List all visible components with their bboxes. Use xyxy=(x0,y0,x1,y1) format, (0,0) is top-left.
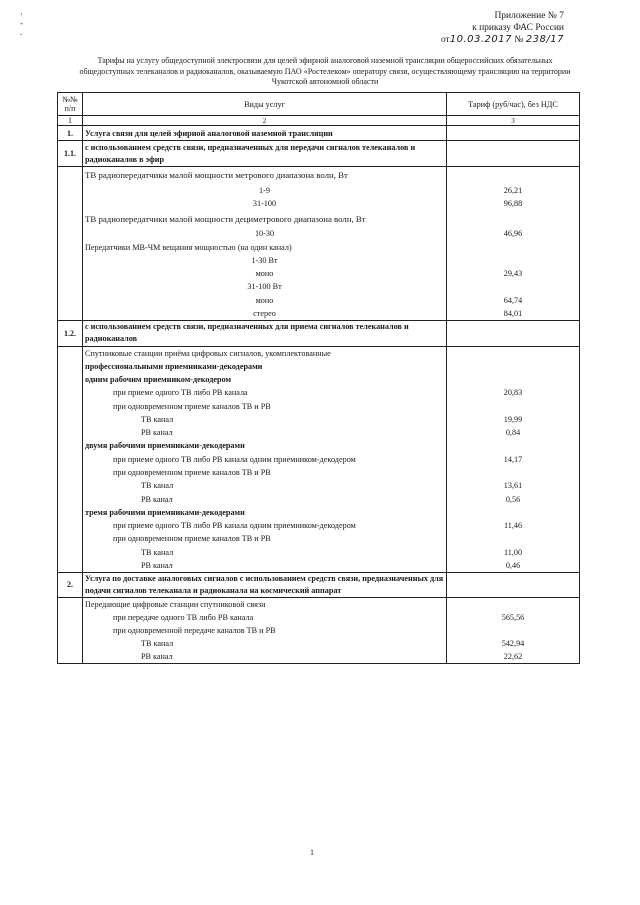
row-number xyxy=(58,453,83,466)
table-row xyxy=(58,506,580,519)
row-tariff: 20,83 xyxy=(447,386,580,399)
row-service: тремя рабочими приемниками-декодерами xyxy=(83,506,447,519)
row-number xyxy=(58,184,83,197)
row-number xyxy=(58,479,83,492)
row-tariff xyxy=(447,399,580,412)
row-service: 1-30 Вт xyxy=(83,254,447,267)
table-row xyxy=(58,546,580,559)
row-tariff: 84,01 xyxy=(447,307,580,320)
row-tariff xyxy=(447,141,580,167)
table-row xyxy=(58,197,580,210)
row-tariff xyxy=(447,167,580,184)
row-number xyxy=(58,559,83,572)
row-tariff xyxy=(447,210,580,227)
corner-marks: · - . xyxy=(20,9,23,37)
row-tariff xyxy=(447,254,580,267)
row-number xyxy=(58,624,83,637)
row-tariff xyxy=(447,466,580,479)
order-date-line: от10.03.2017 № 238/17 xyxy=(440,34,564,45)
row-service: 10-30 xyxy=(83,227,447,240)
row-number xyxy=(58,307,83,320)
row-service: при приеме одного ТВ либо РВ канала одним приемником-декодером xyxy=(83,519,447,532)
table-row xyxy=(58,254,580,267)
row-tariff xyxy=(447,126,580,141)
table-row xyxy=(58,399,580,412)
row-tariff xyxy=(447,240,580,253)
row-tariff xyxy=(447,624,580,637)
table-row xyxy=(58,413,580,426)
row-number xyxy=(58,466,83,479)
table-row xyxy=(58,320,580,346)
row-number xyxy=(58,506,83,519)
row-service: РВ канал xyxy=(83,559,447,572)
row-service: РВ канал xyxy=(83,426,447,439)
order-label: к приказу ФАС России xyxy=(472,23,564,33)
table-row xyxy=(58,167,580,184)
row-number: 1. xyxy=(58,126,83,141)
table-row xyxy=(58,479,580,492)
appendix-label: Приложение № 7 xyxy=(494,11,564,21)
table-row xyxy=(58,307,580,320)
row-service: РВ канал xyxy=(83,492,447,505)
row-service: ТВ радиопередатчики малой мощности дециметрового диапазона волн, Вт xyxy=(83,210,447,227)
row-number xyxy=(58,413,83,426)
row-service: стерео xyxy=(83,307,447,320)
table-row xyxy=(58,346,580,359)
row-tariff: 11,00 xyxy=(447,546,580,559)
row-tariff xyxy=(447,572,580,597)
table-row xyxy=(58,453,580,466)
table-row xyxy=(58,492,580,505)
row-number xyxy=(58,519,83,532)
handwritten-number: 238/17 xyxy=(525,34,564,45)
table-row xyxy=(58,426,580,439)
row-service: Услуга связи для целей эфирной аналоговой наземной трансляции xyxy=(83,126,447,141)
row-tariff xyxy=(447,506,580,519)
table-row xyxy=(58,624,580,637)
table-row xyxy=(58,267,580,280)
row-number xyxy=(58,167,83,184)
row-tariff: 0,56 xyxy=(447,492,580,505)
row-number xyxy=(58,280,83,293)
row-number xyxy=(58,294,83,307)
table-row xyxy=(58,141,580,167)
document-header xyxy=(441,10,564,46)
row-tariff: 11,46 xyxy=(447,519,580,532)
row-tariff: 0,46 xyxy=(447,559,580,572)
row-number xyxy=(58,546,83,559)
row-service: ТВ канал xyxy=(83,479,447,492)
table-row xyxy=(58,126,580,141)
row-number xyxy=(58,650,83,663)
row-number xyxy=(58,210,83,227)
col-index-1: 1 xyxy=(58,116,83,126)
row-number xyxy=(58,386,83,399)
row-service: Услуга по доставке аналоговых сигналов с использованием средств связи, предназначенных для подачи сигналов телеканала и радиоканала на космический аппарат xyxy=(83,572,447,597)
row-service: 31-100 xyxy=(83,197,447,210)
row-number xyxy=(58,611,83,624)
row-number xyxy=(58,254,83,267)
row-service: при одновременном приеме каналов ТВ и РВ xyxy=(83,532,447,545)
table-row xyxy=(58,280,580,293)
row-number xyxy=(58,492,83,505)
row-service: моно xyxy=(83,294,447,307)
row-service: профессиональными приемниками-декодерами xyxy=(83,359,447,372)
row-service: с использованием средств связи, предназначенных для приема сигналов телеканалов и радиоканалов xyxy=(83,320,447,346)
row-tariff: 22,62 xyxy=(447,650,580,663)
table-row xyxy=(58,611,580,624)
table-row xyxy=(58,559,580,572)
col-index-2: 2 xyxy=(83,116,447,126)
row-number xyxy=(58,439,83,452)
row-service: Спутниковые станции приёма цифровых сигналов, укомплектованные xyxy=(83,346,447,359)
row-service: Передающие цифровые станции спутниковой связи xyxy=(83,597,447,610)
row-service: при приеме одного ТВ либо РВ канала xyxy=(83,386,447,399)
row-service: 31-100 Вт xyxy=(83,280,447,293)
col-header-number: №№ п/п xyxy=(58,93,83,116)
row-service: РВ канал xyxy=(83,650,447,663)
row-service: 1-9 xyxy=(83,184,447,197)
row-number xyxy=(58,240,83,253)
row-number xyxy=(58,359,83,372)
row-number xyxy=(58,597,83,610)
col-index-3: 3 xyxy=(447,116,580,126)
row-service: при одновременном приеме каналов ТВ и РВ xyxy=(83,399,447,412)
page-marker: 1 xyxy=(310,848,314,857)
table-row xyxy=(58,373,580,386)
row-service: ТВ канал xyxy=(83,546,447,559)
row-tariff xyxy=(447,373,580,386)
row-service: с использованием средств связи, предназначенных для передачи сигналов телеканалов и радиоканалов в эфир xyxy=(83,141,447,167)
row-number: 1.1. xyxy=(58,141,83,167)
row-service: ТВ канал xyxy=(83,637,447,650)
row-tariff: 542,94 xyxy=(447,637,580,650)
row-tariff xyxy=(447,532,580,545)
row-tariff xyxy=(447,320,580,346)
table-row xyxy=(58,227,580,240)
row-tariff xyxy=(447,597,580,610)
row-service: ТВ канал xyxy=(83,413,447,426)
row-service: при приеме одного ТВ либо РВ канала одним приемником-декодером xyxy=(83,453,447,466)
row-number xyxy=(58,197,83,210)
document-title: Тарифы на услугу общедоступной электросвязи для целей эфирной аналоговой наземной трансляции общероссийских обязательных общедоступных телеканалов и радиоканалов, оказываемую ПАО «Ростелеком» оператору связи, осуществляющему трансляцию на территории Чукотской автономной области xyxy=(79,56,571,87)
row-number xyxy=(58,373,83,386)
table-row xyxy=(58,572,580,597)
table-row xyxy=(58,439,580,452)
row-number: 1.2. xyxy=(58,320,83,346)
row-tariff xyxy=(447,359,580,372)
row-service: ТВ радиопередатчики малой мощности метрового диапазона волн, Вт xyxy=(83,167,447,184)
table-row xyxy=(58,532,580,545)
table-row xyxy=(58,240,580,253)
row-tariff: 26,21 xyxy=(447,184,580,197)
row-service: Передатчики МВ-ЧМ вещания мощностью (на один канал) xyxy=(83,240,447,253)
tariff-table xyxy=(57,92,580,664)
table-row xyxy=(58,519,580,532)
row-service: при одновременной передаче каналов ТВ и РВ xyxy=(83,624,447,637)
col-header-tariff: Тариф (руб/час), без НДС xyxy=(447,93,580,116)
row-service: при передаче одного ТВ либо РВ канала xyxy=(83,611,447,624)
row-tariff: 29,43 xyxy=(447,267,580,280)
row-number xyxy=(58,267,83,280)
row-number xyxy=(58,637,83,650)
table-row xyxy=(58,386,580,399)
row-tariff: 64,74 xyxy=(447,294,580,307)
row-tariff xyxy=(447,346,580,359)
row-service: одним рабочим приемником-декодером xyxy=(83,373,447,386)
row-number xyxy=(58,426,83,439)
row-tariff: 13,61 xyxy=(447,479,580,492)
row-number xyxy=(58,399,83,412)
row-service: при одновременном приеме каналов ТВ и РВ xyxy=(83,466,447,479)
table-row xyxy=(58,210,580,227)
row-tariff: 14,17 xyxy=(447,453,580,466)
row-tariff xyxy=(447,280,580,293)
row-service: двумя рабочими приемниками-декодерами xyxy=(83,439,447,452)
row-tariff: 46,96 xyxy=(447,227,580,240)
table-row xyxy=(58,294,580,307)
table-row xyxy=(58,650,580,663)
row-tariff: 0,84 xyxy=(447,426,580,439)
row-number: 2. xyxy=(58,572,83,597)
table-row xyxy=(58,597,580,610)
row-number xyxy=(58,532,83,545)
col-header-service: Виды услуг xyxy=(83,93,447,116)
row-tariff: 19,99 xyxy=(447,413,580,426)
row-service: моно xyxy=(83,267,447,280)
table-row xyxy=(58,359,580,372)
row-number xyxy=(58,346,83,359)
row-tariff xyxy=(447,439,580,452)
row-number xyxy=(58,227,83,240)
row-tariff: 565,56 xyxy=(447,611,580,624)
table-row xyxy=(58,184,580,197)
row-tariff: 96,88 xyxy=(447,197,580,210)
table-row xyxy=(58,466,580,479)
handwritten-date: 10.03.2017 xyxy=(449,34,512,45)
table-row xyxy=(58,637,580,650)
